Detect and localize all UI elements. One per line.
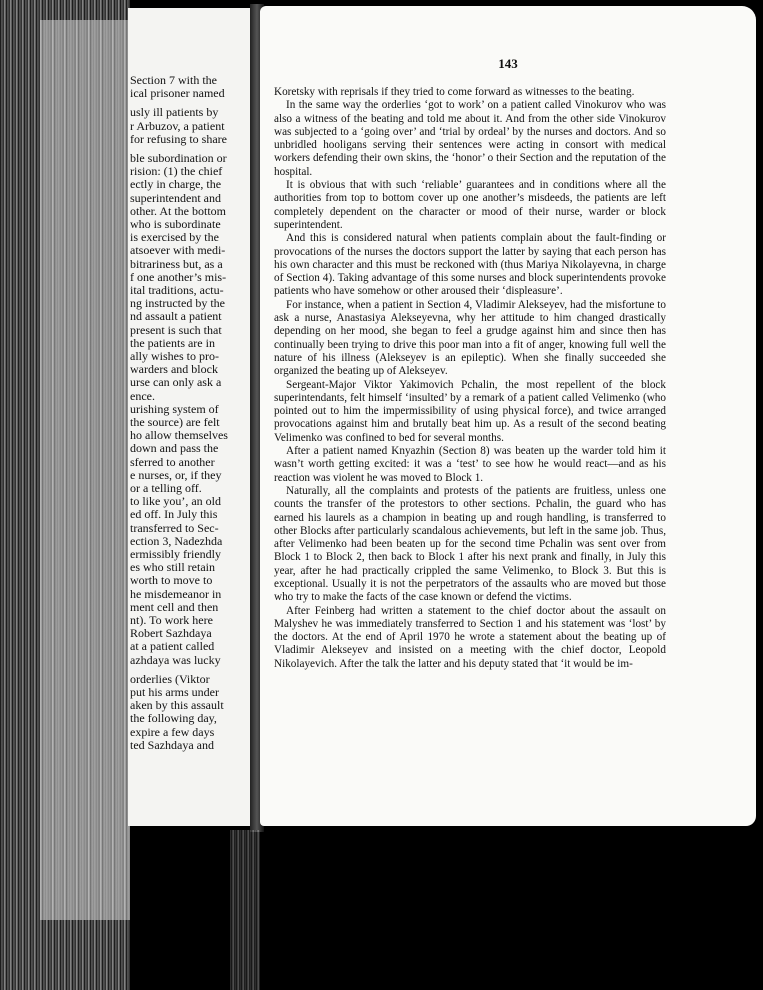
left-page-line: he misdemeanor in — [130, 586, 222, 601]
left-page-line: the patients are in — [130, 335, 215, 350]
left-page-line: e nurses, or, if they — [130, 467, 222, 482]
left-page-line: es who still retain — [130, 560, 215, 575]
paragraph: After Feinberg had written a statement to the chief doctor about the assault on Malyshev he was immediately transferred to Section 1 and his statement was ‘lost’ by the doctors. At the end of April 1970 he wrote a statement about the beating up of Vladimir Alekseyev and insisted on a meeting with the chief doctor, Leopold Nikolayevich. After the talk the latter and his deputy stated that ‘it would be im- — [274, 604, 666, 670]
left-page-line: ally wishes to pro- — [130, 349, 219, 363]
left-page-line: or a telling off. — [130, 481, 202, 495]
paragraph: Koretsky with reprisals if they tried to come forward as witnesses to the beating. — [274, 86, 635, 98]
left-page-line: nt). To work here — [130, 613, 213, 627]
left-page-line: ment cell and then — [130, 599, 219, 614]
left-page-line: ermissibly friendly — [130, 547, 221, 561]
left-page-line: who is subordinate — [130, 217, 221, 231]
left-page-line: expire a few days — [130, 724, 215, 739]
left-page-line: azhdaya was lucky — [130, 652, 221, 667]
left-page-line: ed off. In July this — [130, 507, 218, 522]
left-page-line: bitrariness but, as a — [130, 256, 223, 271]
left-page-line: ectly in charge, the — [130, 177, 222, 192]
left-page-line: f one another’s mis- — [130, 269, 227, 284]
left-page-line: the following day, — [130, 711, 217, 726]
left-page-line: Section 7 with the — [130, 73, 217, 87]
paragraph: Sergeant-Major Viktor Yakimovich Pchalin, the most repellent of the block superintendants, felt himself ‘insulted’ by a remark of a patient called Velimenko (who pointed out to him the impermissibility of using physical force), and twice arranged provocations against him and brutally beat him up. As a result of the second beating Velimenko was confined to bed for several months. — [274, 378, 666, 444]
left-page-line: sferred to another — [130, 454, 215, 469]
left-page-line: at a patient called — [130, 639, 215, 654]
left-page-line: ble subordination or — [130, 151, 227, 165]
left-page-line: ho allow themselves — [130, 428, 228, 443]
right-page — [260, 6, 756, 826]
paragraph: In the same way the orderlies ‘got to work’ on a patient called Vinokurov who was also a witness of the beating and told me about it. And from the other side Vinokurov was subjected to a ‘going over’ and ‘trial by ordeal’ by the nurses and doctors. And so unbridled hooligans serving their sentences were acting in consort with medical workers defending their own skins, the ‘honor’ o their Section and the reputation of the hospital. — [274, 99, 666, 178]
left-page-line: orderlies (Viktor — [130, 671, 210, 686]
left-page-line: atsoever with medi- — [130, 243, 226, 258]
paragraph: It is obvious that with such ‘reliable’ guarantees and in conditions where all the authorities from top to bottom cover up one another’s misdeeds, the patients are left completely dependent on the character or mood of their nurse, warder or block superintendent. — [274, 179, 666, 231]
left-page-line: worth to move to — [130, 573, 213, 588]
paragraph: After a patient named Knyazhin (Section 8) was beaten up the warder told him it wasn’t worth getting excited: it was a ‘test’ to see how he would react—and as his reaction was violent he was moved to Block 1. — [274, 445, 666, 484]
paragraph: For instance, when a patient in Section 4, Vladimir Alekseyev, had the misfortune to ask a nurse, Anastasiya Alekseyevna, why her attitude to him changed drastically depending on her mood, she began to feel a grudge against him and since then has continually been trying to drive this poor man into a fit of anger, knowing full well the nature of his illness (Alekseyev is an epileptic). When she finally succeeded she organized the beating up of Alekseyev. — [274, 298, 666, 378]
scan-bottom-noise — [230, 830, 260, 990]
left-page-line: ted Sazhdaya and — [130, 737, 214, 752]
left-page-line: superintendent and — [130, 190, 221, 205]
left-page-line: rision: (1) the chief — [130, 164, 223, 179]
left-page-line: urse can only ask a — [130, 375, 222, 390]
left-page-line: ng instructed by the — [130, 296, 225, 311]
page-body — [274, 86, 666, 671]
left-page-line: ical prisoner named — [130, 86, 225, 101]
left-page-line: put his arms under — [130, 685, 219, 699]
left-page-line: is exercised by the — [130, 230, 219, 245]
paragraph: And this is considered natural when patients complain about the fault-finding or provocations of the nurses the doctors support the latter by saying that each person has his own character and this must be reckoned with (thus Mariya Nikolayevna, in charge of Section 4). Taking advantage of this some nurses and block superintendents provoke patients who have somehow or other aroused their ‘displeasure’. — [274, 232, 666, 298]
left-page-line: transferred to Sec- — [130, 520, 219, 535]
left-page-line: Robert Sazhdaya — [130, 626, 212, 641]
left-page-line: the source) are felt — [130, 415, 220, 429]
left-page-line: r Arbuzov, a patient — [130, 118, 225, 133]
left-page-line: usly ill patients by — [130, 105, 219, 120]
scan-edge-highlight — [40, 20, 130, 920]
left-page-line: urishing system of — [130, 401, 219, 416]
left-page-line: aken by this assault — [130, 698, 224, 713]
left-page-line: for refusing to share — [130, 131, 227, 146]
left-page-line: other. At the bottom — [130, 203, 226, 218]
left-page-line: nd assault a patient — [130, 309, 222, 324]
left-page-line: down and pass the — [130, 441, 219, 456]
paragraph: Naturally, all the complaints and protests of the patients are fruitless, unless one counts the transfer of the protestors to other sections. Pchalin, the guard who has earned his laurels as a champion in beating up and rough handling, is transferred to other Blocks after particularly scandalous achievements, but left in the same job. Thus, after Velimenko had been beaten up for the second time Pchalin was sent over from Block 1 to Block 2, then back to Block 1 after his next prank and finally, in July this year, after he had practically crippled the same Velimenko, to Block 3. But this is exceptional. Usually it is not the perpetrators of the assaults who are moved but those who try to make the facts of the case known or defend the victims. — [274, 484, 666, 604]
left-page-line: ital traditions, actu- — [130, 283, 224, 297]
page-number: 143 — [498, 56, 518, 71]
left-page-line: present is such that — [130, 322, 222, 337]
left-page — [128, 8, 253, 826]
left-page-line: to like you’, an old — [130, 494, 221, 509]
left-page-line: ence. — [130, 388, 155, 403]
left-page-line: warders and block — [130, 362, 218, 377]
left-page-line: ection 3, Nadezhda — [130, 533, 223, 548]
